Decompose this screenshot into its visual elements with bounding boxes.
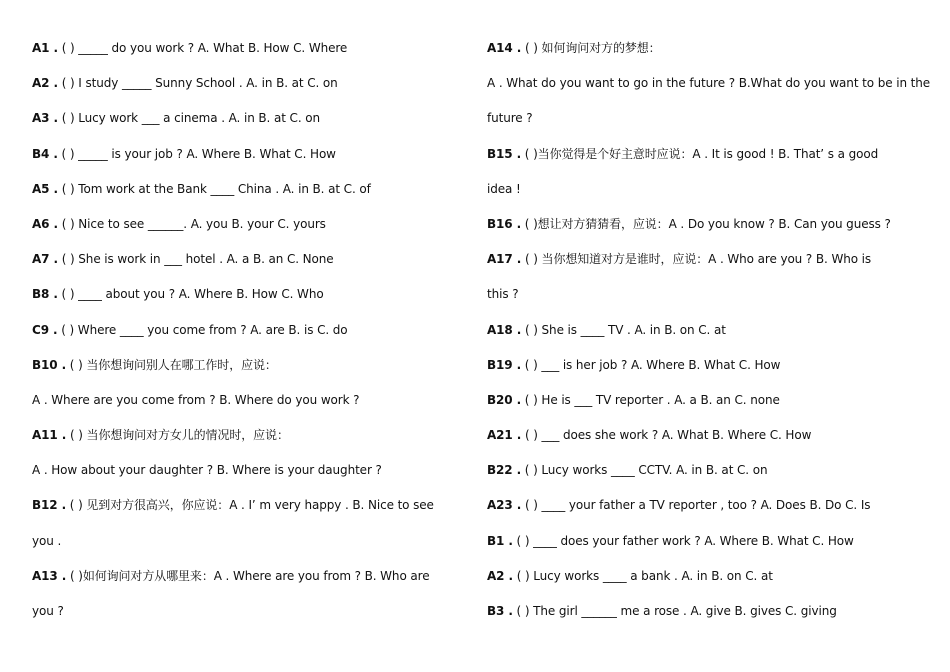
question-number: B15 .	[487, 146, 522, 161]
right-line: B20 . ( ) He is ___ TV reporter . A. a B. an C. none	[487, 392, 780, 407]
right-line: this ?	[487, 287, 519, 302]
question-number: B1 .	[487, 533, 513, 548]
question-number: B22 .	[487, 463, 522, 478]
right-line: future ?	[487, 111, 533, 126]
question-number: A14 .	[487, 41, 522, 55]
right-line: A . What do you want to go in the future ? B.What do you want to be in the	[487, 76, 931, 91]
question-number: A6 .	[32, 216, 58, 231]
right-line: B1 . ( ) ____ does your father work ? A. Where B. What C. How	[487, 533, 854, 548]
left-line: A3 . ( ) Lucy work ___ a cinema . A. in B. at C. on	[32, 111, 320, 126]
right-line: A21 . ( ) ___ does she work ? A. What B. Where C. How	[487, 428, 812, 443]
left-line: A1 . ( ) _____ do you work ? A. What B. How C. Where	[32, 41, 348, 55]
right-line: idea !	[487, 181, 521, 196]
question-number: B3 .	[487, 604, 513, 618]
left-line: A5 . ( ) Tom work at the Bank ____ China . A. in B. at C. of	[32, 181, 371, 196]
question-number: B4 .	[32, 146, 58, 161]
question-number: A1 .	[32, 41, 58, 55]
question-number: A17 .	[487, 252, 522, 267]
right-line: B3 . ( ) The girl ______ me a rose . A. give B. gives C. giving	[487, 604, 837, 618]
left-line: C9 . ( ) Where ____ you come from ? A. are B. is C. do	[32, 322, 348, 337]
question-number: A13 .	[32, 568, 67, 583]
right-line: B19 . ( ) ___ is her job ? A. Where B. What C. How	[487, 357, 781, 372]
right-line: B22 . ( ) Lucy works ____ CCTV. A. in B. at C. on	[487, 463, 768, 478]
question-number: B10 .	[32, 357, 67, 372]
question-number: B16 .	[487, 216, 522, 231]
question-number: B19 .	[487, 357, 522, 372]
question-number: A23 .	[487, 498, 522, 513]
question-number: B20 .	[487, 392, 522, 407]
right-line: B16 . ( )想让对方猜猜看，应说：A . Do you know ? B. Can you guess ?	[487, 216, 891, 231]
question-number: A11 .	[32, 428, 67, 443]
right-line: A17 . ( ) 当你想知道对方是谁时，应说：A . Who are you ? B. Who is	[487, 252, 872, 267]
question-number: A2 .	[487, 568, 513, 583]
question-number: A21 .	[487, 428, 522, 443]
right-line: A14 . ( ) 如何询问对方的梦想：	[487, 41, 661, 55]
right-line: B15 . ( )当你觉得是个好主意时应说：A . It is good ! B. That’ s a good	[487, 146, 879, 161]
left-line: A2 . ( ) I study _____ Sunny School . A. in B. at C. on	[32, 76, 338, 91]
question-number: C9 .	[32, 322, 58, 337]
left-line: A7 . ( ) She is work in ___ hotel . A. a B. an C. None	[32, 252, 334, 267]
left-line: A13 . ( )如何询问对方从哪里来：A . Where are you from ? B. Who are	[32, 568, 430, 583]
left-line: you ?	[32, 604, 64, 618]
left-line: B4 . ( ) _____ is your job ? A. Where B. What C. How	[32, 146, 336, 161]
question-number: B8 .	[32, 287, 58, 302]
left-column	[32, 36, 472, 634]
question-number: A3 .	[32, 111, 58, 126]
question-number: A18 .	[487, 322, 522, 337]
question-number: A7 .	[32, 252, 58, 267]
left-line: you .	[32, 533, 62, 548]
right-column	[487, 36, 931, 634]
right-line: A23 . ( ) ____ your father a TV reporter , too ? A. Does B. Do C. Is	[487, 498, 871, 513]
question-number: A2 .	[32, 76, 58, 91]
left-line: B10 . ( ) 当你想询问别人在哪工作时，应说：	[32, 357, 277, 372]
left-line: A . How about your daughter ? B. Where is your daughter ?	[32, 463, 382, 478]
question-number: B12 .	[32, 498, 67, 513]
left-line: A11 . ( ) 当你想询问对方女儿的情况时，应说：	[32, 428, 289, 443]
right-line: A2 . ( ) Lucy works ____ a bank . A. in B. on C. at	[487, 568, 773, 583]
left-line: B8 . ( ) ____ about you ? A. Where B. How C. Who	[32, 287, 324, 302]
left-line: B12 . ( ) 见到对方很高兴，你应说：A . I’ m very happy . B. Nice to see	[32, 498, 434, 513]
right-line: A18 . ( ) She is ____ TV . A. in B. on C. at	[487, 322, 726, 337]
question-number: A5 .	[32, 181, 58, 196]
left-line: A . Where are you come from ? B. Where do you work ?	[32, 392, 360, 407]
left-line: A6 . ( ) Nice to see ______. A. you B. your C. yours	[32, 216, 326, 231]
